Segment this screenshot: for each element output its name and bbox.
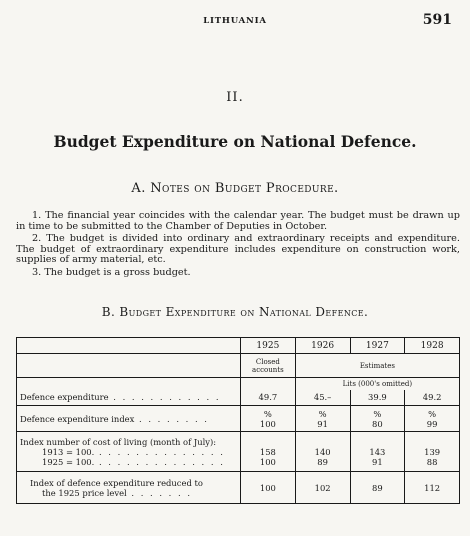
sub-label-1925: [20, 457, 237, 467]
table-row: [17, 432, 460, 472]
cell: 112: [405, 472, 460, 504]
row-label: [17, 390, 241, 406]
unit-label: Lits (000's omitted): [342, 379, 413, 388]
percent-sign: %: [263, 408, 272, 419]
value: 143: [369, 446, 386, 457]
leader-dots: . . . . . . .: [126, 487, 192, 498]
blank-cell: [17, 338, 241, 354]
reduced-index-label-1: Index of defence expenditure reduced to: [30, 477, 203, 488]
cell: 45.–: [295, 390, 350, 406]
leader-dots: . . . . . . . . . . . . . .: [94, 446, 225, 457]
sub-label-1913: [20, 447, 237, 457]
value: 91: [317, 418, 328, 429]
notes-block: [16, 211, 460, 281]
table-row: [17, 406, 460, 432]
row-label: [17, 406, 241, 432]
value: 80: [372, 418, 383, 429]
cell: [295, 432, 350, 472]
cell: 89: [350, 472, 405, 504]
sub-label-text: 1925 = 100.: [42, 456, 95, 467]
year-1926: 1926: [295, 338, 350, 354]
percent-sign: %: [318, 408, 327, 419]
cell: 102: [295, 472, 350, 504]
note-3: 3. The budget is a gross budget.: [32, 266, 191, 278]
section-b-heading: B. Budget Expenditure on National Defence.: [101, 305, 369, 319]
blank-cell: [17, 378, 241, 390]
year-header-row: [17, 338, 460, 354]
defence-expenditure-label: Defence expenditure: [20, 392, 109, 403]
blank-cell: [17, 354, 241, 378]
section-number: II.: [226, 90, 244, 105]
closed-accounts-label: Closed accounts: [241, 354, 296, 378]
note-2: 2. The budget is divided into ordinary and extraordinary receipts and expenditure. The budget of extraordinary expenditure includes expenditure on construction work, supplies of army material, etc.: [16, 233, 460, 266]
reduced-index-label-2-wrap: [20, 488, 237, 498]
value: 99: [426, 418, 438, 429]
leader-dots: . . . . . . . . . . . .: [108, 392, 221, 403]
section-a-heading: A. Notes on Budget Procedure.: [131, 181, 339, 196]
unit-row: [17, 378, 460, 390]
percent-sign: %: [428, 408, 437, 419]
cell: [350, 406, 405, 432]
page-number: 591: [422, 12, 452, 28]
percent-sign: %: [373, 408, 382, 419]
cell: 49.2: [405, 390, 460, 406]
account-type-row: [17, 354, 460, 378]
cell: [241, 406, 296, 432]
year-1925: 1925: [241, 338, 296, 354]
year-1927: 1927: [350, 338, 405, 354]
cell: [350, 432, 405, 472]
value: 140: [314, 446, 331, 457]
note-1: 1. The financial year coincides with the calendar year. The budget must be drawn up in time to be submitted to the Chamber of Deputies in October.: [16, 210, 460, 232]
value: 158: [259, 446, 276, 457]
cell: [241, 432, 296, 472]
budget-table: [16, 337, 460, 504]
running-header-country: LITHUANIA: [203, 16, 267, 26]
leader-dots: . . . . . . . . . . . . . .: [94, 456, 225, 467]
defence-index-label: Defence expenditure index: [20, 413, 135, 424]
cell: [405, 406, 460, 432]
table-row: [17, 390, 460, 406]
page-title: Budget Expenditure on National Defence.: [53, 132, 417, 151]
row-label: [17, 472, 241, 504]
value: 139: [424, 446, 441, 457]
reduced-index-label-2: the 1925 price level: [42, 487, 127, 498]
year-1928: 1928: [405, 338, 460, 354]
cell: 39.9: [350, 390, 405, 406]
row-label: [17, 432, 241, 472]
cost-of-living-label: Index number of cost of living (month of July):: [20, 436, 217, 447]
blank-cell: [241, 378, 296, 390]
sub-label-text: 1913 = 100.: [42, 446, 95, 457]
estimates-label: Estimates: [295, 354, 459, 378]
table-row: [17, 472, 460, 504]
value: 100: [259, 418, 276, 429]
cell: 49.7: [241, 390, 296, 406]
cell: 100: [241, 472, 296, 504]
value: 89: [317, 456, 328, 467]
cell: [295, 406, 350, 432]
leader-dots: . . . . . . . .: [134, 413, 209, 424]
cell: [405, 432, 460, 472]
value: 88: [426, 456, 438, 467]
value: 100: [259, 456, 276, 467]
value: 91: [372, 456, 383, 467]
